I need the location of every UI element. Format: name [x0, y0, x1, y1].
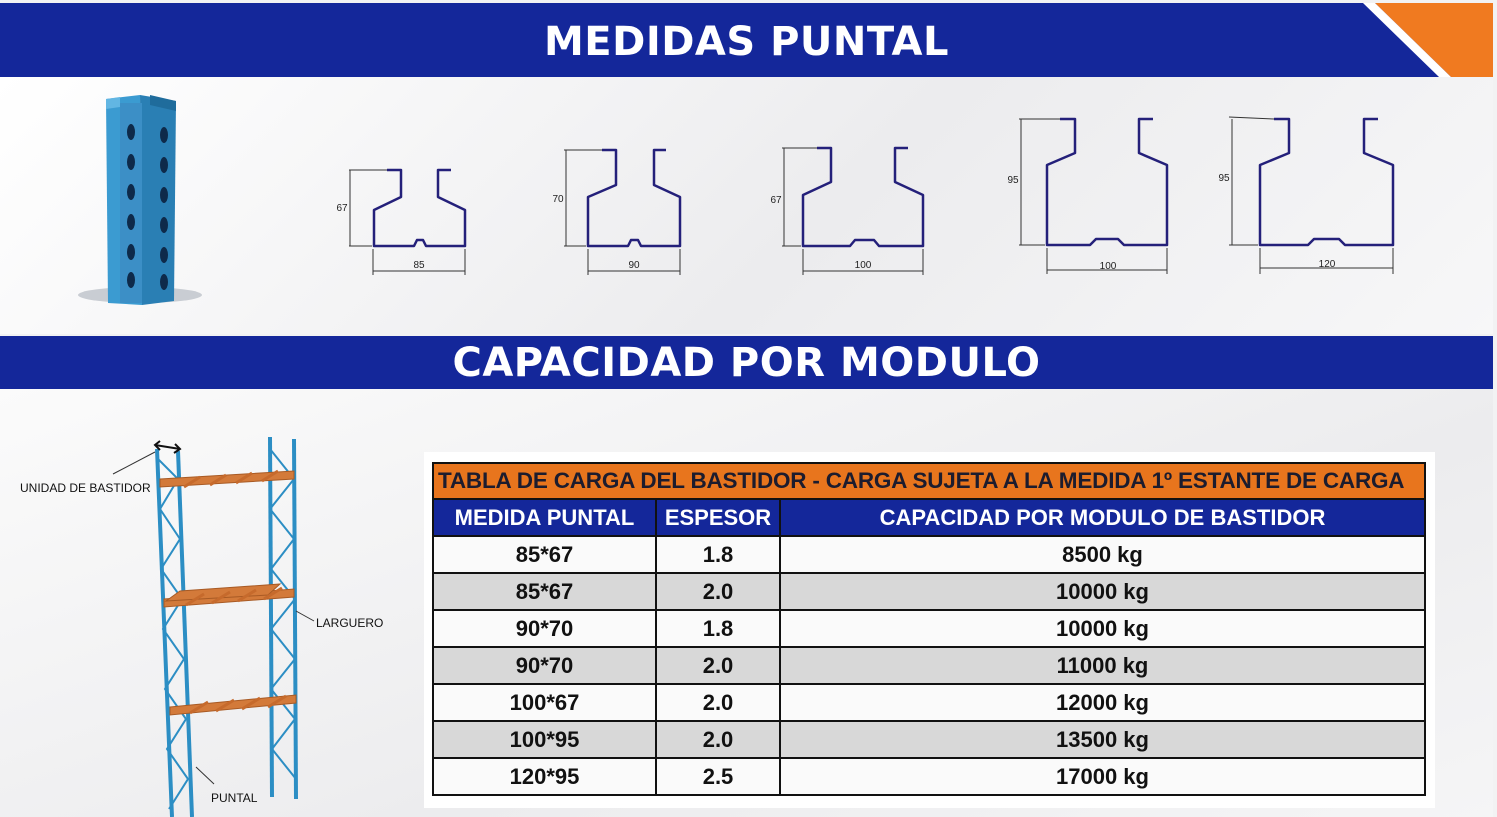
profile-1-height: 67: [336, 203, 348, 214]
cell-capacidad: 10000 kg: [780, 573, 1425, 610]
cell-espesor: 2.5: [656, 758, 780, 795]
header-band-capacidad: [0, 336, 1493, 389]
profile-shape-4: [1047, 119, 1167, 245]
profile-shape-1: [374, 170, 465, 246]
profile-5-width: 120: [1318, 259, 1336, 270]
table-row: [433, 721, 1425, 758]
load-table-title: TABLA DE CARGA DEL BASTIDOR - CARGA SUJETA A LA MEDIDA 1º ESTANTE DE CARGA: [433, 463, 1425, 499]
profile-1-width: 85: [413, 260, 425, 271]
table-row: [433, 647, 1425, 684]
load-table: [432, 462, 1426, 796]
cell-medida: 90*70: [433, 610, 656, 647]
cell-espesor: 1.8: [656, 610, 780, 647]
cell-capacidad: 17000 kg: [780, 758, 1425, 795]
cell-espesor: 2.0: [656, 684, 780, 721]
profile-4-width: 100: [1099, 261, 1117, 272]
cell-medida: 100*95: [433, 721, 656, 758]
cell-espesor: 2.0: [656, 647, 780, 684]
header-medida-puntal: MEDIDA PUNTAL: [433, 499, 656, 536]
table-row: [433, 758, 1425, 795]
profile-shape-5: [1260, 119, 1393, 245]
cell-espesor: 2.0: [656, 573, 780, 610]
rack-diagram: [0, 389, 420, 817]
profile-2-height: 70: [552, 194, 564, 205]
cell-medida: 100*67: [433, 684, 656, 721]
profile-3-width: 100: [854, 260, 872, 271]
cell-medida: 85*67: [433, 536, 656, 573]
section-title-medidas: MEDIDAS PUNTAL: [543, 19, 949, 65]
cell-capacidad: 8500 kg: [780, 536, 1425, 573]
label-larguero: LARGUERO: [316, 616, 384, 630]
table-row: [433, 573, 1425, 610]
header-band-medidas: [0, 3, 1493, 77]
label-puntal: PUNTAL: [211, 791, 258, 805]
load-table-card: [424, 452, 1435, 808]
profile-2-width: 90: [628, 260, 640, 271]
cell-medida: 90*70: [433, 647, 656, 684]
cell-medida: 85*67: [433, 573, 656, 610]
label-unidad-bastidor: UNIDAD DE BASTIDOR: [20, 481, 151, 495]
table-row: [433, 536, 1425, 573]
corner-accent-icon: [1363, 3, 1493, 77]
header-espesor: ESPESOR: [656, 499, 780, 536]
table-row: [433, 684, 1425, 721]
profiles-diagram: [0, 77, 1493, 334]
cell-capacidad: 11000 kg: [780, 647, 1425, 684]
profile-4-height: 95: [1007, 175, 1019, 186]
cell-medida: 120*95: [433, 758, 656, 795]
cell-capacidad: 13500 kg: [780, 721, 1425, 758]
header-capacidad: CAPACIDAD POR MODULO DE BASTIDOR: [780, 499, 1425, 536]
profile-shape-3: [803, 148, 923, 246]
profile-3-height: 67: [770, 195, 782, 206]
profile-5-height: 95: [1218, 173, 1230, 184]
cell-capacidad: 12000 kg: [780, 684, 1425, 721]
cell-espesor: 1.8: [656, 536, 780, 573]
profile-shape-2: [588, 150, 680, 246]
cell-espesor: 2.0: [656, 721, 780, 758]
upright-3d-icon: [78, 95, 202, 305]
cell-capacidad: 10000 kg: [780, 610, 1425, 647]
table-row: [433, 610, 1425, 647]
section-title-capacidad: CAPACIDAD POR MODULO: [452, 340, 1041, 386]
